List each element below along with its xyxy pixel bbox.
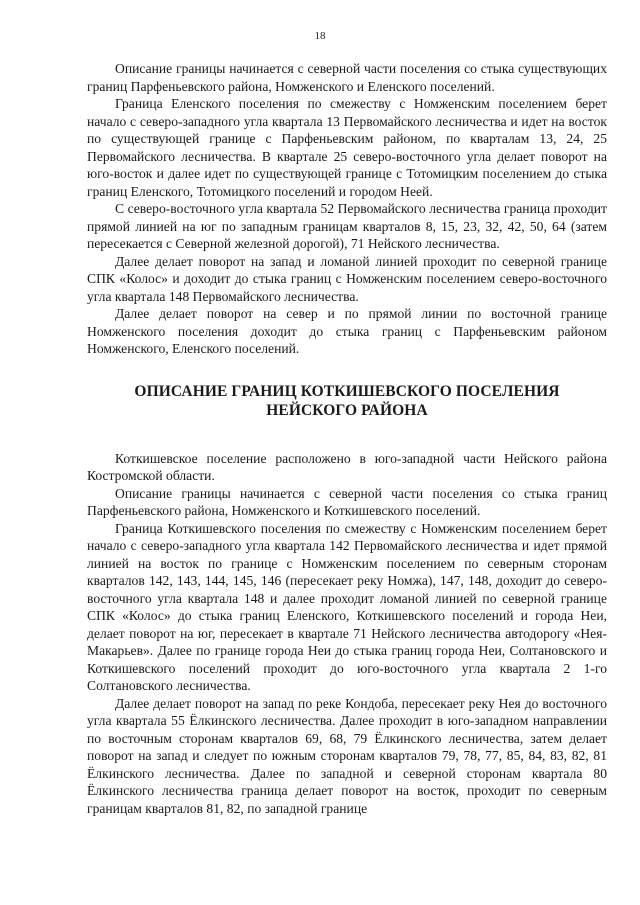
section-heading xyxy=(87,382,607,420)
paragraph: Описание границы начинается с северной части поселения со стыка границ Парфеньевского района, Номженского и Коткишевского поселений. xyxy=(87,485,607,518)
heading-line-1: ОПИСАНИЕ ГРАНИЦ КОТКИШЕВСКОГО ПОСЕЛЕНИЯ xyxy=(134,382,560,400)
paragraph: Граница Коткишевского поселения по смежеству с Номженским поселением берет начало с северо-западного угла квартала 142 Первомайского лесничества и идет прямой линией на восток по границе с Номженским поселением по северным сторонам кварталов 142, 143, 144, 145, 146 (пересекает реку Номжа), 147, 148, доходит до северо-восточного угла квартала 148 и далее проходит ломаной линией по северной границе СПК «Колос» до стыка границ Еленского, Коткишевского поселений и города Неи, делает поворот на юг, пересекает в квартале 71 Нейского лесничества автодорогу «Нея-Макарьев». Далее по границе города Неи до стыка границ города Неи, Солтановского и Коткишевского поселений проходит до юго-восточного угла квартала 2 1-го Солтановского лесничества. xyxy=(87,520,607,693)
paragraph: С северо-восточного угла квартала 52 Первомайского лесничества граница проходит прямой линией на юг по западным границам кварталов 8, 15, 23, 32, 42, 50, 64 (затем пересекается с Северной железной дорогой), 71 Нейского лесничества. xyxy=(87,201,607,251)
paragraph: Далее делает поворот на запад и ломаной линией проходит по северной границе СПК «Колос» и доходит до стыка границ с Номженским поселением северо-восточного угла квартала 148 Первомайского лесничества. xyxy=(87,253,607,304)
paragraph: Описание границы начинается с северной части поселения со стыка существующих границ Парфеньевского района, Номженского и Еленского поселений. xyxy=(87,61,607,94)
paragraph: Коткишевское поселение расположено в юго-западной части Нейского района Костромской области. xyxy=(87,450,607,483)
page-number: 18 xyxy=(314,30,326,42)
paragraph: Далее делает поворот на север и по прямой линии по восточной границе Номженского поселения доходит до стыка границ с Парфеньевским районом Номженского, Еленского поселений. xyxy=(87,306,607,356)
paragraph: Граница Еленского поселения по смежеству с Номженским поселением берет начало с северо-западного угла квартала 13 Первомайского лесничества и идет на восток по существующей границе с Парфеньевским районом, по кварталам 13, 24, 25 Первомайского лесничества. В квартале 25 северо-восточного угла делает поворот на юго-восток и далее идет по существующей границе с Тотомицким поселением до стыка границ Еленского, Тотомицкого поселений и городом Неей. xyxy=(87,96,607,199)
kotkishevo-boundary-section xyxy=(87,450,607,818)
paragraph: Далее делает поворот на запад по реке Кондоба, пересекает реку Нея до восточного угла квартала 55 Ёлкинского лесничества. Далее проходит в юго-западном направлении по восточным сторонам кварталов 69, 68, 79 Ёлкинского лесничества, затем делает поворот на запад и следует по южным сторонам кварталов 79, 78, 77, 85, 84, 83, 82, 81 Ёлкинского лесничества. Далее по западной и северной сторонам квартала 80 Ёлкинского лесничества граница делает поворот на восток, проходит по северным границам кварталов 81, 82, по западной границе xyxy=(87,695,607,816)
document-body xyxy=(87,60,607,817)
heading-line-2: НЕЙСКОГО РАЙОНА xyxy=(266,401,428,419)
yelenskoye-boundary-section xyxy=(87,60,607,358)
